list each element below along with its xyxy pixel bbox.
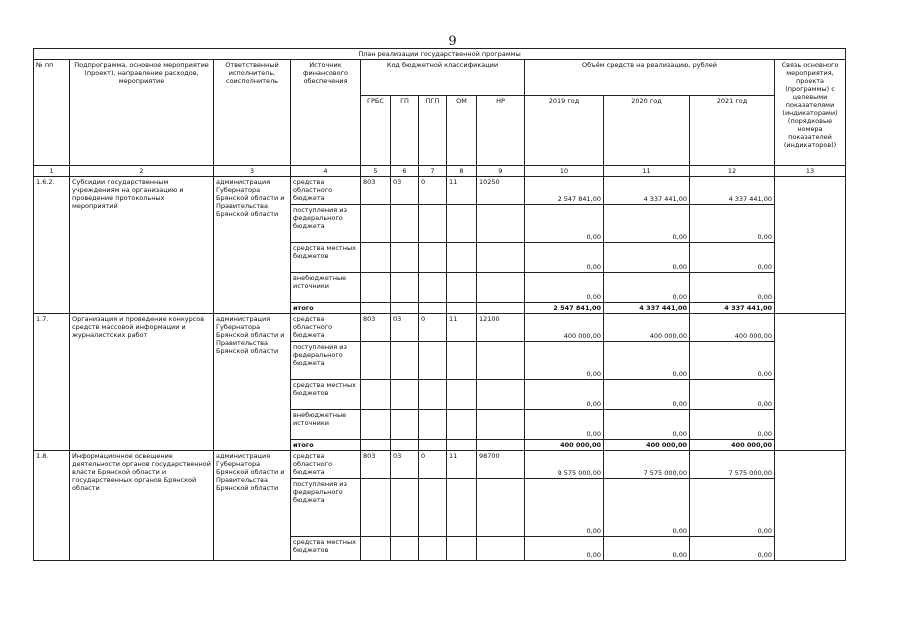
row-num: 1.6.2. (34, 177, 70, 314)
colnum: 4 (291, 166, 361, 177)
v2020: 400 000,00 (604, 314, 690, 342)
page-number: 9 (448, 34, 457, 49)
gp: 03 (391, 451, 419, 479)
v2021: 0,00 (690, 479, 775, 537)
colnum: 13 (775, 166, 846, 177)
v2020: 0,00 (604, 537, 690, 561)
source-regional: средства областного бюджета (291, 177, 361, 205)
v2021: 0,00 (690, 537, 775, 561)
colnum: 9 (477, 166, 525, 177)
source-extra: внебюджетные источники (291, 273, 361, 303)
plan-table (33, 48, 846, 561)
total-2020: 4 337 441,00 (604, 303, 690, 314)
hdr-2019: 2019 год (525, 96, 604, 166)
v2021: 7 575 000,00 (690, 451, 775, 479)
om: 11 (447, 314, 477, 342)
hdr-volume: Объём средств на реализацию, рублей (525, 60, 775, 96)
total-2021: 4 337 441,00 (690, 303, 775, 314)
v2021: 400 000,00 (690, 314, 775, 342)
hdr-om: ОМ (447, 96, 477, 166)
source-local: средства местных бюджетов (291, 537, 361, 561)
row-num: 1.7. (34, 314, 70, 451)
colnum: 5 (361, 166, 391, 177)
total-2019: 400 000,00 (525, 440, 604, 451)
source-total: итого (291, 440, 361, 451)
pgp: 0 (419, 451, 447, 479)
total-2020: 400 000,00 (604, 440, 690, 451)
table-title: План реализации государственной программы (34, 49, 846, 60)
hdr-num: № пп (34, 60, 70, 166)
om: 11 (447, 177, 477, 205)
v2021: 0,00 (690, 380, 775, 410)
row-num: 1.8. (34, 451, 70, 561)
gp: 03 (391, 314, 419, 342)
hdr-link: Связь основного мероприятия, проекта (программы) с целевыми показателями (индикаторами) (порядковые номера показателей (индикаторов)) (775, 60, 846, 166)
v2020: 0,00 (604, 479, 690, 537)
pgp: 0 (419, 177, 447, 205)
link-cell (775, 314, 846, 451)
source-local: средства местных бюджетов (291, 380, 361, 410)
source-total: итого (291, 303, 361, 314)
row-name: Информационное освещение деятельности органов государственной власти Брянской области и государственных органов Брянской области (70, 451, 214, 561)
hdr-grbs: ГРБС (361, 96, 391, 166)
total-2019: 2 547 841,00 (525, 303, 604, 314)
v2019: 2 547 841,00 (525, 177, 604, 205)
hdr-pgp: ПГП (419, 96, 447, 166)
v2019: 0,00 (525, 243, 604, 273)
v2019: 0,00 (525, 205, 604, 243)
hdr-name: Подпрограмма, основное мероприятие (проект), направление расходов, мероприятие (70, 60, 214, 166)
v2019: 0,00 (525, 273, 604, 303)
colnum: 3 (214, 166, 291, 177)
nr: 98700 (477, 451, 525, 479)
v2021: 0,00 (690, 243, 775, 273)
grbs: 803 (361, 177, 391, 205)
v2019: 0,00 (525, 537, 604, 561)
row-name: Субсидии государственным учреждениям на организацию и проведение протокольных мероприятий (70, 177, 214, 314)
v2019: 0,00 (525, 410, 604, 440)
source-federal: поступления из федерального бюджета (291, 205, 361, 243)
source-local: средства местных бюджетов (291, 243, 361, 273)
colnum: 6 (391, 166, 419, 177)
grbs: 803 (361, 451, 391, 479)
colnum: 12 (690, 166, 775, 177)
link-cell (775, 451, 846, 561)
source-federal: поступления из федерального бюджета (291, 342, 361, 380)
source-federal: поступления из федерального бюджета (291, 479, 361, 537)
om: 11 (447, 451, 477, 479)
source-regional: средства областного бюджета (291, 451, 361, 479)
hdr-kbk: Код бюджетной классификации (361, 60, 525, 96)
v2020: 0,00 (604, 342, 690, 380)
colnum: 8 (447, 166, 477, 177)
link-cell (775, 177, 846, 314)
gp: 03 (391, 177, 419, 205)
nr: 12100 (477, 314, 525, 342)
colnum: 1 (34, 166, 70, 177)
colnum: 10 (525, 166, 604, 177)
v2021: 0,00 (690, 410, 775, 440)
colnum: 2 (70, 166, 214, 177)
colnum: 11 (604, 166, 690, 177)
v2021: 4 337 441,00 (690, 177, 775, 205)
nr: 10250 (477, 177, 525, 205)
hdr-source: Источник финансового обеспечения (291, 60, 361, 166)
hdr-executor: Ответственный исполнитель, соисполнитель (214, 60, 291, 166)
v2019: 9 575 000,00 (525, 451, 604, 479)
colnum: 7 (419, 166, 447, 177)
total-2021: 400 000,00 (690, 440, 775, 451)
v2020: 0,00 (604, 273, 690, 303)
v2020: 0,00 (604, 380, 690, 410)
row-exec: администрация Губернатора Брянской области и Правительства Брянской области (214, 314, 291, 451)
hdr-2021: 2021 год (690, 96, 775, 166)
hdr-gp: ГП (391, 96, 419, 166)
grbs: 803 (361, 314, 391, 342)
v2020: 0,00 (604, 410, 690, 440)
v2020: 4 337 441,00 (604, 177, 690, 205)
v2019: 400 000,00 (525, 314, 604, 342)
source-extra: внебюджетные источники (291, 410, 361, 440)
v2021: 0,00 (690, 205, 775, 243)
v2019: 0,00 (525, 479, 604, 537)
hdr-2020: 2020 год (604, 96, 690, 166)
v2020: 0,00 (604, 205, 690, 243)
v2021: 0,00 (690, 273, 775, 303)
v2019: 0,00 (525, 342, 604, 380)
row-exec: администрация Губернатора Брянской области и Правительства Брянской области (214, 177, 291, 314)
source-regional: средства областного бюджета (291, 314, 361, 342)
v2019: 0,00 (525, 380, 604, 410)
v2021: 0,00 (690, 342, 775, 380)
v2020: 0,00 (604, 243, 690, 273)
row-name: Организация и проведение конкурсов средств массовой информации и журналистских работ (70, 314, 214, 451)
pgp: 0 (419, 314, 447, 342)
hdr-nr: НР (477, 96, 525, 166)
row-exec: администрация Губернатора Брянской области и Правительства Брянской области (214, 451, 291, 561)
v2020: 7 575 000,00 (604, 451, 690, 479)
